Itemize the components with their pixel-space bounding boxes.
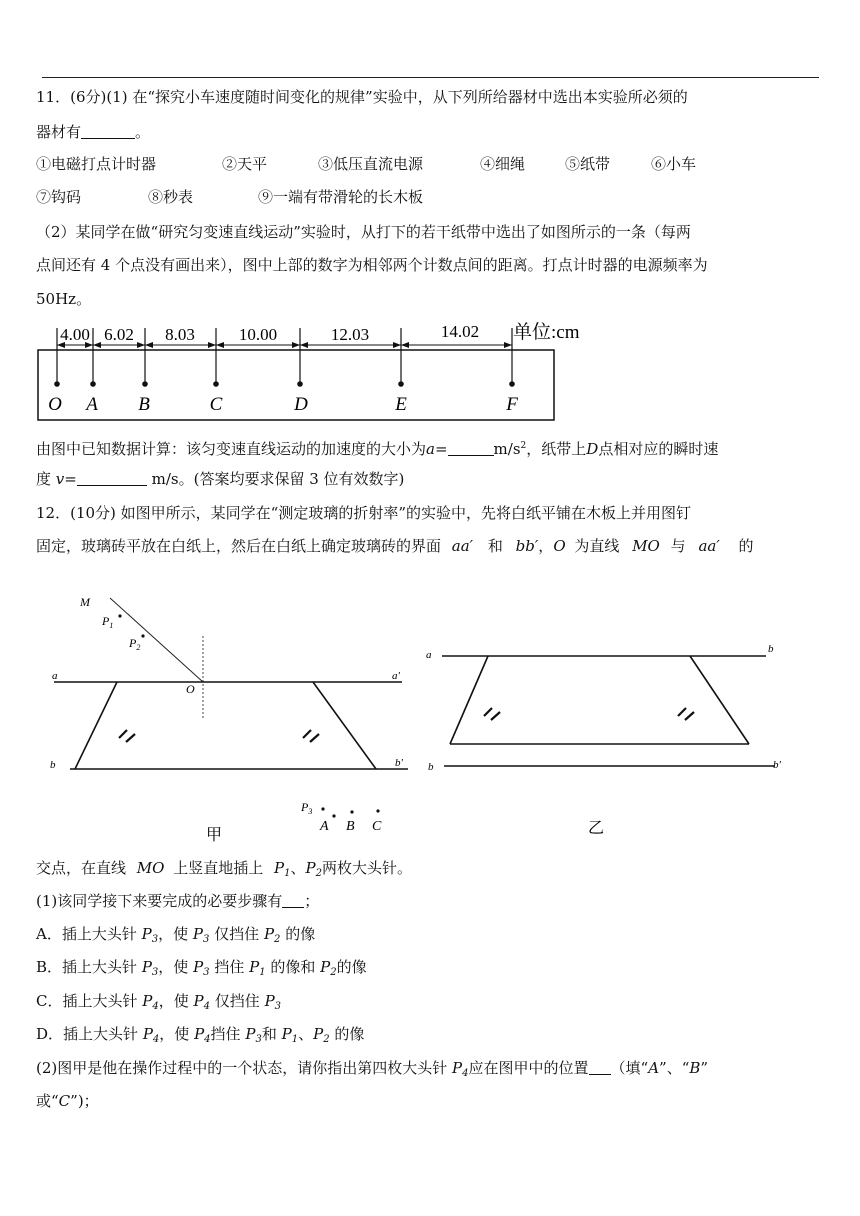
glass-hatch-left <box>484 708 500 720</box>
point-A: A <box>86 394 98 415</box>
q12-after-figure: 交点，在直线 MO 上竖直地插上 $P_1$、$P_2$两枚大头针。 <box>36 859 412 879</box>
glass-hatch-right <box>303 730 319 742</box>
glass-right-edge <box>313 682 376 769</box>
option-A: A．插上大头针 $P_3$，使 $P_3$ 仅挡住 $P_2$ 的像 <box>36 925 316 945</box>
option-C: C．插上大头针 $P_4$，使 $P_4$ 仅挡住 $P_3$ <box>36 992 282 1012</box>
glass-left-edge <box>450 656 488 744</box>
top-rule <box>42 77 819 78</box>
point-E: E <box>395 394 407 415</box>
label-a-prime: a' <box>392 670 400 682</box>
q11-p2-line2: 点间还有 4 个点没有画出来），图中上部的数字为相邻两个计数点间的距离。打点计时器的电源频率为 <box>36 256 708 274</box>
q12-line2: 固定，玻璃砖平放在白纸上，然后在白纸上确定玻璃砖的界面 aa′ 和 bb′，O 为直线 MO 与 aa′ 的 <box>36 537 754 555</box>
tape-unit: 单位:cm <box>513 322 580 343</box>
label-A: A <box>320 819 329 834</box>
caption-jia: 甲 <box>206 827 223 844</box>
point-D: D <box>294 394 308 415</box>
point-C: C <box>209 394 223 415</box>
label-a: a <box>426 649 432 661</box>
dist-BC: 8.03 <box>165 325 195 344</box>
incident-ray-MO <box>110 598 203 682</box>
label-a: a <box>52 670 58 682</box>
caption-yi: 乙 <box>588 820 605 837</box>
q12-sub2-cont: 或“C”)； <box>36 1092 99 1110</box>
pin-dots <box>118 614 379 817</box>
label-b: b <box>428 761 434 773</box>
label-P1: $P_1$ <box>102 614 114 630</box>
q12-head: 12．(10分) 如图甲所示，某同学在“测定玻璃的折射率”的实验中，先将白纸平铺在木板上并用图钉 <box>36 504 691 522</box>
q11-calc-line1: 由图中已知数据计算：该匀变速直线运动的加速度的大小为$a= m/s^2$，纸带上D点相对应的瞬时速 <box>36 440 719 458</box>
label-b: b <box>50 759 56 771</box>
glass-hatch-right <box>678 708 694 720</box>
glass-hatch-left <box>119 730 135 742</box>
point-F: F <box>506 394 518 415</box>
q11-line2: 器材有 。 <box>36 123 151 141</box>
sub1-blank[interactable] <box>282 893 304 908</box>
figure-jia <box>40 588 420 848</box>
q12-sub2: (2)图甲是他在操作过程中的一个状态，请你指出第四枚大头针 $P_4$应在图甲中的位置 （填“A”、“B” <box>36 1059 709 1079</box>
accel-blank[interactable] <box>448 441 494 456</box>
dist-AB: 6.02 <box>104 325 134 344</box>
label-P3: $P_3$ <box>301 800 313 816</box>
glass-right-edge <box>690 656 749 744</box>
figure-yi <box>418 640 798 840</box>
q11-p2-line1: （2）某同学在做“研究匀变速直线运动”实验时，从打下的若干纸带中选出了如图所示的一条（每两 <box>36 223 691 241</box>
q12-sub1: (1)该同学接下来要完成的必要步骤有 ； <box>36 892 320 910</box>
answer-blank[interactable] <box>81 124 135 139</box>
q11-options-row2: ⑦钩码 ⑧秒表 ⑨一端有带滑轮的长木板 <box>36 188 424 206</box>
dist-EF: 14.02 <box>440 322 480 341</box>
glass-left-edge <box>75 682 117 769</box>
point-O: O <box>48 394 62 415</box>
dist-CD: 10.00 <box>238 325 278 344</box>
label-C: C <box>372 819 382 834</box>
tape-dots <box>54 381 515 387</box>
label-M: M <box>80 595 90 609</box>
option-D: D．插上大头针 $P_4$，使 $P_4$挡住 $P_3$和 $P_1$、$P_2$ 的像 <box>36 1025 365 1045</box>
label-b-prime: b' <box>395 757 403 769</box>
label-b-prime: b' <box>773 759 781 771</box>
paper-tape-figure <box>30 318 610 426</box>
dist-DE: 12.03 <box>330 325 370 344</box>
label-b-top: b <box>768 643 774 655</box>
velocity-blank[interactable] <box>77 471 147 486</box>
option-B: B．插上大头针 $P_3$，使 $P_3$ 挡住 $P_1$ 的像和 $P_2$的像 <box>36 958 367 978</box>
q11-p2-line3: 50Hz。 <box>36 290 92 308</box>
sub2-blank[interactable] <box>589 1060 611 1075</box>
q11-calc-line2: 度 v= m/s。(答案均要求保留 3 位有效数字) <box>36 470 405 488</box>
point-B: B <box>138 394 150 415</box>
label-B: B <box>346 819 355 834</box>
q11-head: 11．(6分)(1) 在“探究小车速度随时间变化的规律”实验中，从下列所给器材中选出本实验所必须的 <box>36 88 688 106</box>
label-O: O <box>186 682 195 696</box>
dist-OA: 4.00 <box>60 325 90 344</box>
label-P2: $P_2$ <box>129 636 141 652</box>
q11-options-row1: ①电磁打点计时器 ②天平 ③低压直流电源 ④细绳 ⑤纸带 ⑥小车 <box>36 155 697 173</box>
